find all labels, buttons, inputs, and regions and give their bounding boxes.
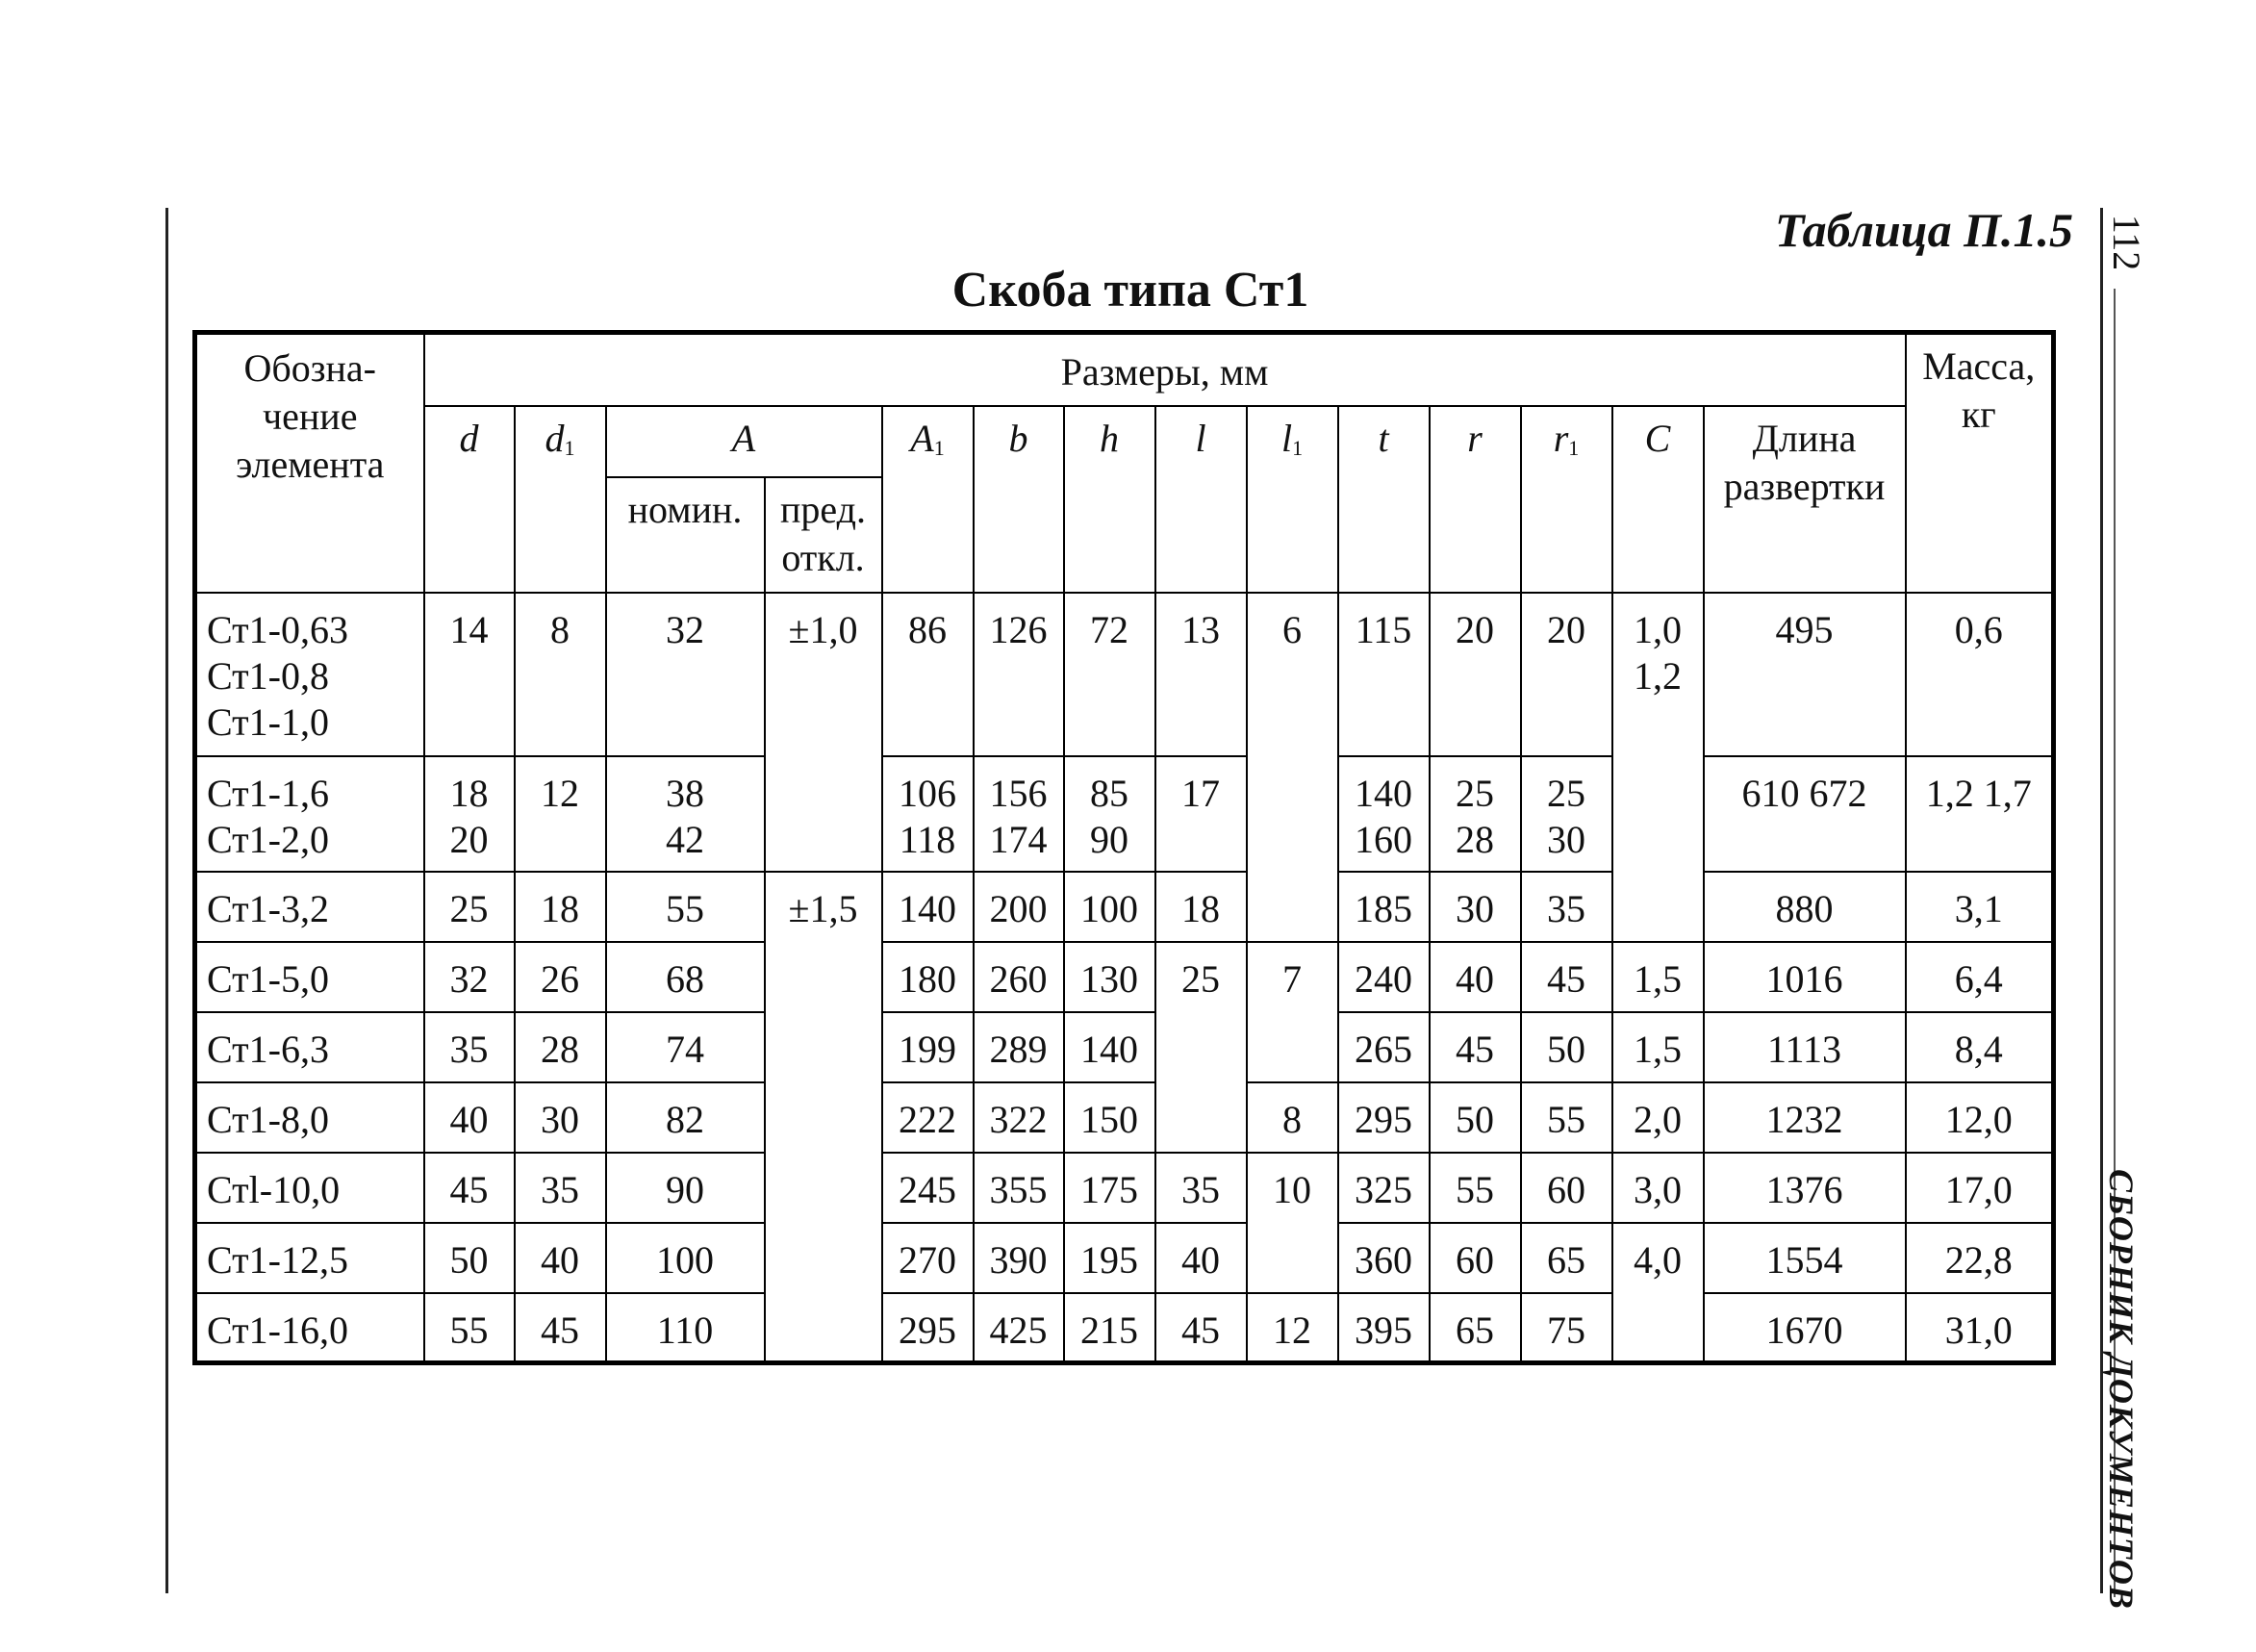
header-d: d [424, 406, 515, 593]
cell-h: 100 [1064, 872, 1155, 942]
cell-d1: 40 [515, 1223, 606, 1293]
cell-r1: 60 [1521, 1153, 1612, 1223]
cell-tol: ±1,0 [765, 593, 882, 872]
cell-A1: 245 [882, 1153, 974, 1223]
cell-r: 25 28 [1430, 756, 1521, 872]
cell-t: 395 [1338, 1293, 1430, 1363]
cell-r1: 50 [1521, 1012, 1612, 1082]
cell-l1: 8 [1247, 1082, 1338, 1153]
cell-d1: 45 [515, 1293, 606, 1363]
table-row [195, 1082, 2054, 1153]
cell-name: Ст1-1,6 Ст1-2,0 [195, 756, 424, 872]
table-row [195, 942, 2054, 1012]
cell-mass: 31,0 [1906, 1293, 2054, 1363]
cell-name: Ст1-12,5 [195, 1223, 424, 1293]
cell-r1: 65 [1521, 1223, 1612, 1293]
cell-len: 495 [1704, 593, 1906, 756]
cell-r1: 25 30 [1521, 756, 1612, 872]
cell-len: 1232 [1704, 1082, 1906, 1153]
header-A1 [882, 406, 974, 593]
cell-len: 1670 [1704, 1293, 1906, 1363]
cell-A: 100 [606, 1223, 765, 1293]
cell-h: 140 [1064, 1012, 1155, 1082]
cell-r1: 75 [1521, 1293, 1612, 1363]
table-row [195, 1223, 2054, 1293]
dimensions-table [192, 330, 2056, 1365]
cell-l: 45 [1155, 1293, 1247, 1363]
table-row [195, 593, 2054, 756]
header-A: A [606, 406, 882, 477]
cell-h: 215 [1064, 1293, 1155, 1363]
cell-t: 140 160 [1338, 756, 1430, 872]
cell-C: 3,0 [1612, 1153, 1704, 1223]
cell-d1: 12 [515, 756, 606, 872]
cell-A: 90 [606, 1153, 765, 1223]
cell-mass: 12,0 [1906, 1082, 2054, 1153]
cell-d1: 26 [515, 942, 606, 1012]
cell-A1: 86 [882, 593, 974, 756]
cell-b: 260 [974, 942, 1064, 1012]
cell-r: 30 [1430, 872, 1521, 942]
cell-mass: 8,4 [1906, 1012, 2054, 1082]
cell-d: 45 [424, 1153, 515, 1223]
cell-len: 880 [1704, 872, 1906, 942]
cell-b: 126 [974, 593, 1064, 756]
cell-A1: 199 [882, 1012, 974, 1082]
cell-b: 322 [974, 1082, 1064, 1153]
cell-b: 289 [974, 1012, 1064, 1082]
header-A1-symbol: A [910, 416, 934, 460]
cell-name: Ст1-0,63 Ст1-0,8 Ст1-1,0 [195, 593, 424, 756]
cell-r: 55 [1430, 1153, 1521, 1223]
header-b: b [974, 406, 1064, 593]
cell-t: 265 [1338, 1012, 1430, 1082]
cell-l: 40 [1155, 1223, 1247, 1293]
cell-d: 35 [424, 1012, 515, 1082]
cell-A: 32 [606, 593, 765, 756]
cell-name: Ст1-3,2 [195, 872, 424, 942]
cell-d: 18 20 [424, 756, 515, 872]
cell-C: 1,5 [1612, 1012, 1704, 1082]
table-row [195, 1293, 2054, 1363]
header-r: r [1430, 406, 1521, 593]
cell-A1: 222 [882, 1082, 974, 1153]
cell-h: 195 [1064, 1223, 1155, 1293]
header-l1 [1247, 406, 1338, 593]
cell-C: 1,0 1,2 [1612, 593, 1704, 942]
cell-t: 360 [1338, 1223, 1430, 1293]
cell-mass: 0,6 [1906, 593, 2054, 756]
cell-r: 40 [1430, 942, 1521, 1012]
cell-name: Стl-10,0 [195, 1153, 424, 1223]
cell-l1: 10 [1247, 1153, 1338, 1293]
cell-d: 40 [424, 1082, 515, 1153]
cell-mass: 22,8 [1906, 1223, 2054, 1293]
header-h: h [1064, 406, 1155, 593]
cell-A: 74 [606, 1012, 765, 1082]
header-mass [1906, 333, 2054, 593]
cell-C: 2,0 [1612, 1082, 1704, 1153]
cell-l1: 12 [1247, 1293, 1338, 1363]
page-number: 112 [2105, 214, 2148, 271]
cell-A1: 295 [882, 1293, 974, 1363]
cell-A1: 140 [882, 872, 974, 942]
cell-d: 14 [424, 593, 515, 756]
cell-d: 50 [424, 1223, 515, 1293]
header-length: Длина развертки [1704, 406, 1906, 593]
header-t: t [1338, 406, 1430, 593]
cell-t: 295 [1338, 1082, 1430, 1153]
cell-A1: 180 [882, 942, 974, 1012]
cell-A: 110 [606, 1293, 765, 1363]
cell-A: 82 [606, 1082, 765, 1153]
cell-b: 425 [974, 1293, 1064, 1363]
cell-d1: 28 [515, 1012, 606, 1082]
cell-len: 1376 [1704, 1153, 1906, 1223]
header-A1-subscript: 1 [933, 435, 945, 460]
cell-l: 17 [1155, 756, 1247, 872]
cell-d1: 18 [515, 872, 606, 942]
table-row [195, 756, 2054, 872]
cell-t: 115 [1338, 593, 1430, 756]
cell-h: 85 90 [1064, 756, 1155, 872]
cell-l: 13 [1155, 593, 1247, 756]
header-dimensions: Размеры, мм [424, 333, 1906, 406]
left-margin-rule [165, 208, 168, 1593]
header-C: C [1612, 406, 1704, 593]
cell-r: 60 [1430, 1223, 1521, 1293]
header-A-tolerance: пред. откл. [765, 477, 882, 593]
header-l: l [1155, 406, 1247, 593]
cell-mass: 1,2 1,7 [1906, 756, 2054, 872]
cell-A: 68 [606, 942, 765, 1012]
header-r1-symbol: r [1553, 416, 1569, 460]
cell-h: 130 [1064, 942, 1155, 1012]
cell-h: 175 [1064, 1153, 1155, 1223]
table-row [195, 1012, 2054, 1082]
table-row [195, 1153, 2054, 1223]
cell-mass: 17,0 [1906, 1153, 2054, 1223]
cell-name: Ст1-8,0 [195, 1082, 424, 1153]
cell-len: 1113 [1704, 1012, 1906, 1082]
header-A-nominal: номин. [606, 477, 765, 593]
cell-d: 25 [424, 872, 515, 942]
cell-d1: 8 [515, 593, 606, 756]
cell-b: 200 [974, 872, 1064, 942]
cell-l1: 7 [1247, 942, 1338, 1082]
cell-r1: 55 [1521, 1082, 1612, 1153]
cell-A1: 106 118 [882, 756, 974, 872]
cell-r1: 20 [1521, 593, 1612, 756]
header-r1-subscript: 1 [1568, 435, 1580, 460]
cell-A: 38 42 [606, 756, 765, 872]
cell-name: Ст1-6,3 [195, 1012, 424, 1082]
cell-name: Ст1-5,0 [195, 942, 424, 1012]
cell-d1: 30 [515, 1082, 606, 1153]
cell-l: 35 [1155, 1153, 1247, 1223]
header-d1-subscript: 1 [564, 435, 575, 460]
header-l1-symbol: l [1280, 416, 1293, 460]
cell-h: 72 [1064, 593, 1155, 756]
cell-A: 55 [606, 872, 765, 942]
cell-len: 1554 [1704, 1223, 1906, 1293]
cell-l: 18 [1155, 872, 1247, 942]
cell-h: 150 [1064, 1082, 1155, 1153]
header-designation [195, 333, 424, 593]
cell-len: 1016 [1704, 942, 1906, 1012]
cell-d: 55 [424, 1293, 515, 1363]
cell-l: 25 [1155, 942, 1247, 1153]
cell-mass: 6,4 [1906, 942, 2054, 1012]
table-number: Таблица П.1.5 [1774, 203, 2073, 257]
cell-t: 185 [1338, 872, 1430, 942]
header-l1-subscript: 1 [1292, 435, 1304, 460]
cell-r: 50 [1430, 1082, 1521, 1153]
cell-len: 610 672 [1704, 756, 1906, 872]
cell-t: 325 [1338, 1153, 1430, 1223]
cell-name: Ст1-16,0 [195, 1293, 424, 1363]
cell-r: 20 [1430, 593, 1521, 756]
cell-d: 32 [424, 942, 515, 1012]
header-d1-symbol: d [545, 416, 565, 460]
cell-tol: ±1,5 [765, 872, 882, 1363]
header-mass-text: Масса, кг [1922, 344, 2036, 436]
cell-mass: 3,1 [1906, 872, 2054, 942]
cell-r1: 45 [1521, 942, 1612, 1012]
cell-C: 4,0 [1612, 1223, 1704, 1363]
table-row [195, 872, 2054, 942]
cell-r: 65 [1430, 1293, 1521, 1363]
side-running-title: СБОРНИК ДОКУМЕНТОВ [2102, 1169, 2141, 1610]
header-r1 [1521, 406, 1612, 593]
cell-A1: 270 [882, 1223, 974, 1293]
header-d1 [515, 406, 606, 593]
cell-l1: 6 [1247, 593, 1338, 942]
cell-b: 156 174 [974, 756, 1064, 872]
cell-b: 390 [974, 1223, 1064, 1293]
cell-t: 240 [1338, 942, 1430, 1012]
cell-r: 45 [1430, 1012, 1521, 1082]
cell-b: 355 [974, 1153, 1064, 1223]
cell-C: 1,5 [1612, 942, 1704, 1012]
cell-r1: 35 [1521, 872, 1612, 942]
cell-d1: 35 [515, 1153, 606, 1223]
header-designation-text: Обозна- чение элемента [236, 346, 385, 486]
table-title: Скоба типа Ст1 [951, 263, 1309, 318]
